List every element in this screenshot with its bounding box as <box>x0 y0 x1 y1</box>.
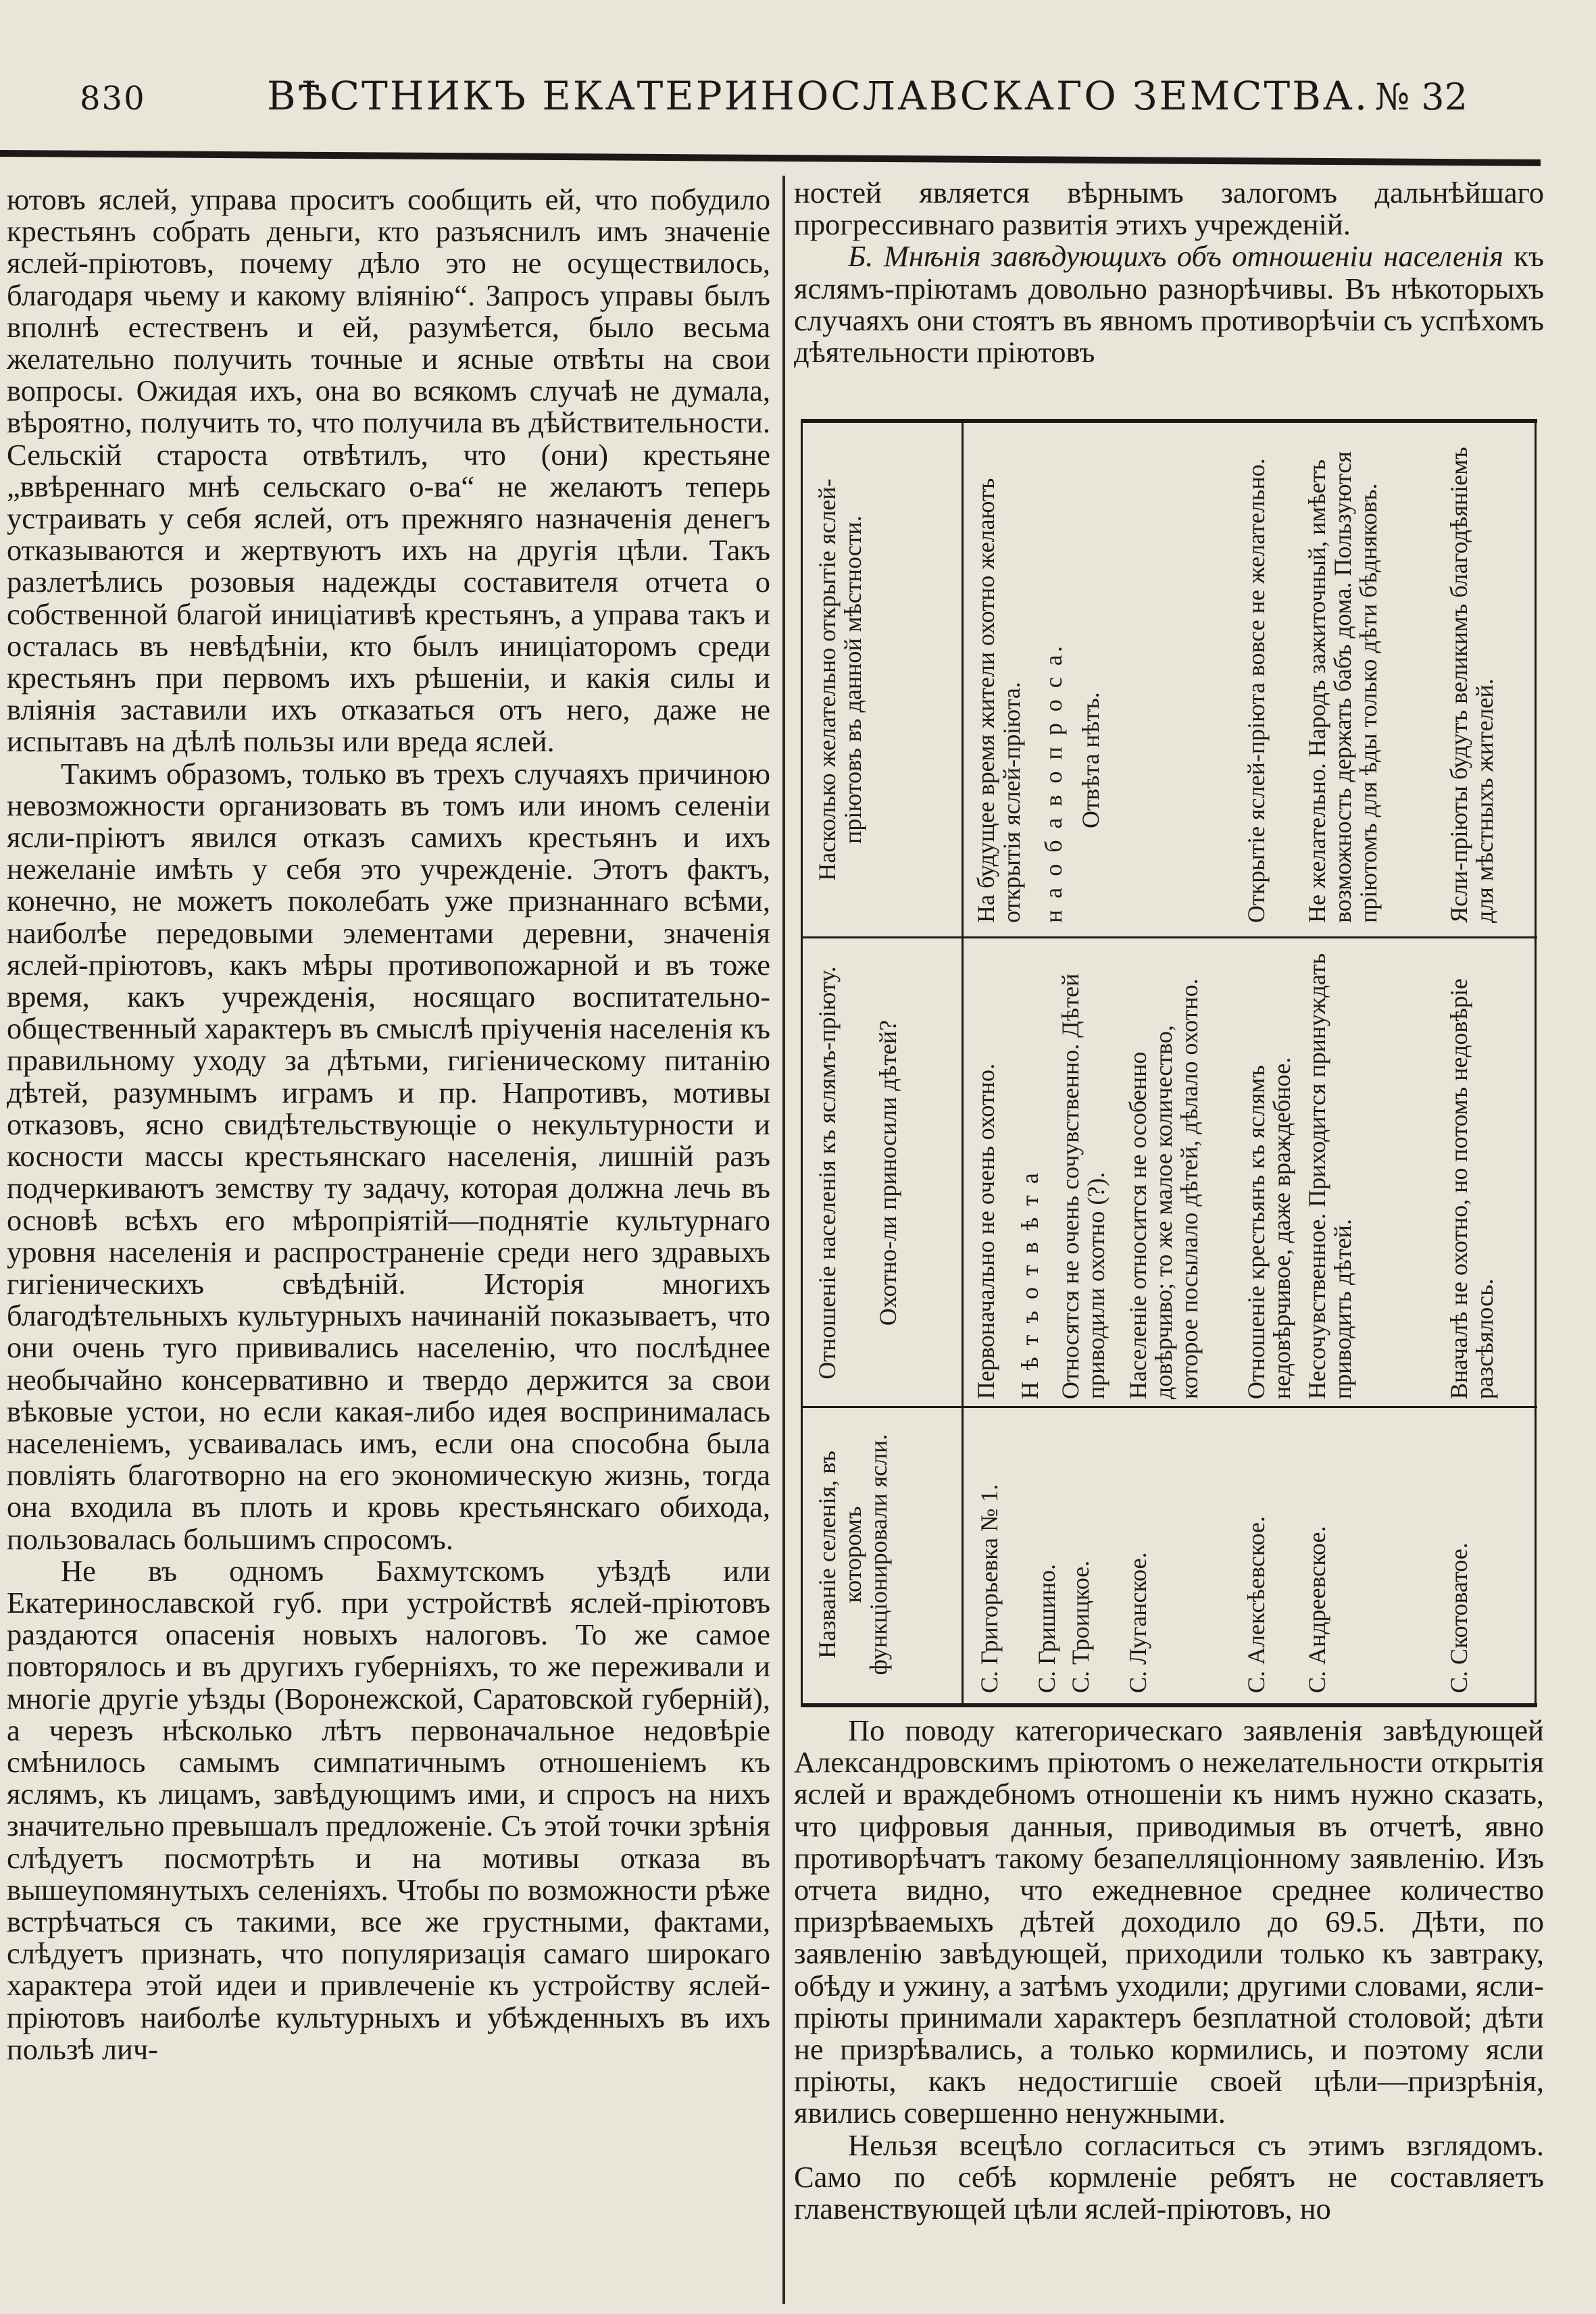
cell-desirability-1: На будущее время жители охотно желаютъ открытiя яслей-прiюта. <box>972 478 1025 923</box>
cell-attitude-4: Населенiе относится не особенно довѣрчиво; то же малое количество, которое посылало дѣтей, дѣлало охотно. <box>1124 978 1203 1399</box>
cell-village-5: С. Алексѣевское. <box>1243 1516 1270 1693</box>
cell-attitude-3: Относятся не очень сочувственно. Дѣтей приводили охотно (?). <box>1057 973 1109 1399</box>
section-b-paragraph <box>794 241 1544 368</box>
section-b-rest: къ яслямъ-прiютамъ довольно разнорѣчивы. Въ нѣкоторыхъ случаяхъ они стоятъ въ явномъ противорѣчiи съ успѣхомъ дѣятельности прiютовъ <box>794 239 1544 370</box>
survey-table <box>801 419 1537 1707</box>
header-attitude: Отношенiе населенiя къ яслямъ-прiюту. <box>814 966 841 1380</box>
cell-village-6: С. Андреевское. <box>1303 1526 1330 1693</box>
cell-desirability-3: Отвѣта нѣтъ. <box>1077 692 1104 828</box>
cell-attitude-7: Вначалѣ не охотно, но потомъ недовѣрiе разсѣялось. <box>1445 978 1498 1399</box>
cell-desirability-5: Открытiе яслей-прiюта вовсе не желательно. <box>1243 458 1270 923</box>
header-rule <box>0 150 1541 166</box>
page-number: 830 <box>80 80 146 118</box>
table-divider <box>962 423 964 1703</box>
table-divider <box>801 1406 1537 1408</box>
cell-desirability-2: н а о б а в о п р о с а. <box>1040 643 1067 923</box>
header-village: Названiе селенiя, въ которомъ функцiонировали ясли. <box>814 1434 892 1676</box>
cell-village-1: С. Григорьевка № 1. <box>976 1484 1003 1693</box>
paragraph: Нельзя всецѣло согласиться съ этимъ взглядомъ. Само по себѣ кормленiе ребятъ не составляетъ главенствующей цѣли яслей-прiютовъ, но <box>794 2128 1544 2226</box>
cell-attitude-1: Первоначально не очень охотно. <box>972 1063 999 1399</box>
cell-village-2: С. Гришино. <box>1033 1563 1060 1693</box>
cell-attitude-5: Отношенiе крестьянъ къ яслямъ недовѣрчивое, даже враждебное. <box>1243 1057 1295 1399</box>
issue-number: № 32 <box>1375 76 1468 118</box>
table-divider <box>1535 423 1537 1703</box>
journal-title: ВѢСТНИКЪ ЕКАТЕРИНОСЛАВСКАГО ЗЕМСТВА. <box>267 73 1370 119</box>
column-divider <box>782 176 785 2304</box>
cell-village-7: С. Скотоватое. <box>1445 1542 1472 1693</box>
section-b-lead: Б. Мнѣнiя завѣдующихъ объ отношенiи населенiя <box>848 239 1503 274</box>
paragraph: Не въ одномъ Бахмутскомъ уѣздѣ или Екатеринославской губ. при устройствѣ яслей-прiютовъ раздаются опасенiя новыхъ налоговъ. То же самое повторялось и въ другихъ губернiяхъ, то же переживали и многiе другiе уѣзды (Воронежской, Саратовской губернiй), а черезъ нѣсколько лѣтъ первоначальное недовѣрiе смѣнилось самымъ симпатичнымъ отношенiемъ къ яслямъ, къ лицамъ, завѣдующимъ ими, и спросъ на нихъ значительно превышалъ предложенiе. Съ этой точки зрѣнiя слѣдуетъ посмотрѣть и на мотивы отказа въ вышеупомянутыхъ селенiяхъ. Чтобы по возможности рѣже встрѣчаться съ такими, все же грустными, фактами, слѣдуетъ признать, что популяризацiя самаго широкаго характера этой идеи и привлеченiе къ устройству яслей-прiютовъ наиболѣе культурныхъ и убѣжденныхъ въ ихъ пользѣ лич- <box>7 1553 770 2066</box>
paragraph: По поводу категорическаго заявленiя завѣдующей Александровскимъ прiютомъ о нежелательности открытiя яслей и враждебномъ отношенiи къ нимъ нужно сказать, что цифровыя данныя, приводимыя въ отчетѣ, явно противорѣчатъ такому безапелляцiонному заявленiю. Изъ отчета видно, что ежедневное среднее количество призрѣваемыхъ дѣтей доходило до 69.5. Дѣти, по заявленiю завѣдующей, приходили только къ завтраку, обѣду и ужину, а затѣмъ уходили; другими словами, ясли-прiюты принимали характеръ безплатной столовой; дѣти не призрѣвались, а только кормились, и поэтому ясли прiюты, какъ недостигшiе своей цѣли—призрѣнiя, явились совершенно ненужными. <box>794 1713 1544 2130</box>
table-divider <box>801 423 803 1703</box>
left-column <box>7 184 770 2065</box>
right-column-top <box>794 177 1544 368</box>
cell-attitude-2: Н ѣ т ъ о т в ѣ т а <box>1016 1170 1043 1399</box>
paragraph: ностей является вѣрнымъ залогомъ дальнѣйшаго прогрессивнаго развитiя этихъ учрежденiй. <box>794 176 1544 242</box>
cell-desirability-6: Не желательно. Народъ зажиточный, имѣетъ возможность держать бабъ дома. Пользуются прiютомъ для ѣды только дѣти бѣдняковъ. <box>1303 451 1382 923</box>
right-column-bottom <box>794 1715 1544 2225</box>
cell-desirability-7: Ясли-прiюты будутъ великимъ благодѣянiемъ для мѣстныхъ жителей. <box>1445 447 1498 923</box>
header-desirability: Насколько желательно открытiе яслей-прiютовъ въ данной мѣстности. <box>814 478 866 881</box>
paragraph: Такимъ образомъ, только въ трехъ случаяхъ причиною невозможности организовать въ томъ или иномъ селенiи ясли-прiютъ явился отказъ самихъ крестьянъ и ихъ нежеланiе имѣть у себя это учрежденiе. Этотъ фактъ, конечно, не можетъ поколебать уже признаннаго всѣми, наиболѣе передовыми элементами деревни, значенiя яслей-прiютовъ, какъ мѣры противопожарной и въ тоже время, какъ учрежденiя, носящаго воспитательно-общественный характеръ въ смыслѣ прiученiя населенiя къ правильному уходу за дѣтьми, гигiеническому питанiю дѣтей, разумнымъ играмъ и пр. Напротивъ, мотивы отказовъ, ясно свидѣтельствующiе о некультурности и косности массы крестьянскаго населенiя, лишнiй разъ подчеркиваютъ земству ту задачу, которая должна лечь въ основѣ всѣхъ его мѣропрiятiй—поднятiе культурнаго уровня населенiя и распространенiе среди него здравыхъ гигiеническихъ свѣдѣнiй. Исторiя многихъ благодѣтельныхъ культурныхъ начинанiй показываетъ, что они очень туго прививались населенiю, что послѣднее необычайно консервативно и твердо держится за свои вѣковые устои, но если какая-либо идея воспринималась населенiемъ, усваивалась имъ, если она способна была повлiять благотворно на его экономическую жизнь, тогда она входила въ плоть и кровь крестьянскаго обихода, пользовалась большимъ спросомъ. <box>7 756 770 1556</box>
table-divider <box>801 936 1537 938</box>
cell-village-3: С. Троицкое. <box>1067 1560 1094 1693</box>
cell-village-4: С. Луганское. <box>1124 1552 1151 1693</box>
page-header <box>0 0 1596 149</box>
paragraph: ютовъ яслей, управа проситъ сообщить ей, что побудило крестьянъ собрать деньги, кто разъяснилъ имъ значенiе яслей-прiютовъ, почему дѣло это не осуществилось, благодаря чьему и какому влiянiю“. Запросъ управы былъ вполнѣ естественъ и ей, разумѣется, было весьма желательно получить точные и ясные отвѣты на свои вопросы. Ожидая ихъ, она во всякомъ случаѣ не думала, вѣроятно, получить то, что получила въ дѣйствительности. Сельскiй староста отвѣтилъ, что (они) крестьяне „ввѣреннаго мнѣ сельскаго о-ва“ не желаютъ теперь устраивать у себя яслей, отъ прежняго назначенiя денегъ отказываются и жертвуютъ ихъ на другiя цѣли. Такъ разлетѣлись розовыя надежды составителя отчета о собственной благой иницiативѣ крестьянъ, а управа такъ и осталась въ невѣдѣнiи, кто былъ иницiаторомъ среди крестьянъ при первомъ ихъ рѣшенiи, и какiя силы и влiянiя заставили ихъ отказаться отъ него, даже не испытавъ на дѣлѣ пользы или вреда яслей. <box>7 182 770 759</box>
header-attitude-sub: Охотно-ли приносили дѣтей? <box>874 1020 901 1326</box>
cell-attitude-6: Несочувственное. Приходится принуждать приводить дѣтей. <box>1303 953 1356 1399</box>
